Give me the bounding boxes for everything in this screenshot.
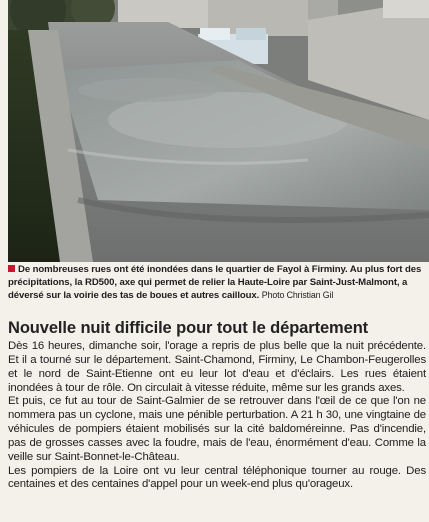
article-paragraph: Dès 16 heures, dimanche soir, l'orage a repris de plus belle que la nuit précédente. Et il a tourné sur le département. Saint-Chamond, Firminy, Le Chambon-Feugerolles et le nord de Saint-Etienne ont eu leur lot d'eau et d'éclairs. Les rues étaient inondées à tour de rôle. On circulait à vitesse réduite, même sur les grands axes. (8, 340, 426, 394)
photo-caption (8, 264, 426, 303)
article-paragraph: Et puis, ce fut au tour de Saint-Galmier de se retrouver dans l'œil de ce que l'on ne nommera pas un cyclone, mais une pénible perturbation. A 21 h 30, une vingtaine de véhicules de pompiers étaient mobilisés sur la cité baldoméreinne. Pas d'incendie, pas de grosses casses avec la foudre, mais de l'eau, énormément d'eau. Comme la veille sur Saint-Bonnet-le-Château. (8, 395, 426, 463)
article-paragraph: Les pompiers de la Loire ont vu leur central téléphonique tourner au rouge. Des centaines et des centaines d'appel pour un week-end plus qu'orageux. (8, 464, 426, 491)
article-headline: Nouvelle nuit difficile pour tout le département (8, 319, 369, 337)
article-body (8, 340, 426, 492)
photo-credit: Photo Christian Gil (261, 290, 334, 301)
flooded-street-photo (8, 0, 429, 262)
caption-text: De nombreuses rues ont été inondées dans le quartier de Fayol à Firminy. Au plus fort des précipitations, la RD500, axe qui permet de relier la Haute-Loire par Saint-Just-Malmont, a déversé sur la voirie des tas de boues et autres cailloux. (8, 264, 422, 302)
caption-marker-icon (8, 265, 15, 272)
